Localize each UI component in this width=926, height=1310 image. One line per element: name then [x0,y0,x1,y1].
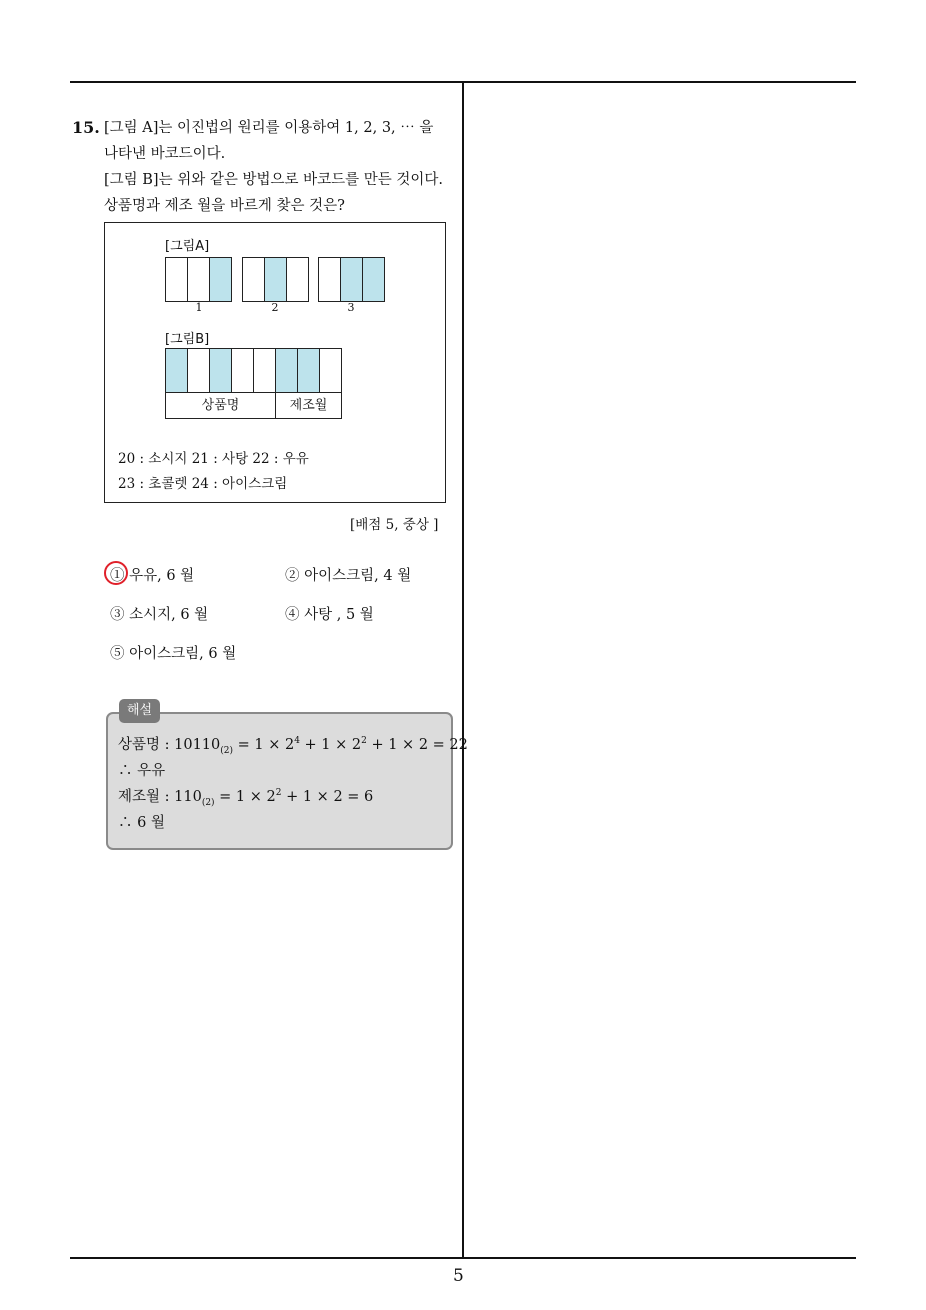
solution-line-4: ∴ 6 월 [118,815,165,831]
solution-expr: = 1 × 2 [233,737,295,753]
question-line-3: [그림 B]는 위와 같은 방법으로 바코드를 만든 것이다. [104,172,443,188]
bar-cell [242,257,265,302]
bar-cell [275,348,298,393]
bar-cell [253,348,276,393]
bar-cell [231,348,254,393]
bar-cell [209,348,232,393]
solution-expr: + 1 × 2 [299,737,362,753]
product-label [165,392,276,419]
score-label: [배점 5, 중상 ] [350,517,439,533]
bar-cell [209,257,232,302]
legend-line-2: 23 : 초콜렛 24 : 아이스크림 [118,476,288,492]
bar-cell [318,257,341,302]
legend-line-1: 20 : 소시지 21 : 사탕 22 : 우유 [118,451,309,467]
solution-product-label: 상품명 : [118,737,170,753]
bar-cell [165,348,188,393]
figure-b-label: [그림B] [165,332,210,347]
choice-3[interactable]: ③ 소시지, 6 월 [110,607,209,623]
solution-expr: + 1 × 2 = 22 [366,737,468,753]
bar-cell [286,257,309,302]
solution-base: (2) [220,745,234,756]
solution-binary: 110 [174,789,202,805]
solution-expr: = 1 × 2 [214,789,276,805]
choice-1[interactable]: ① 우유, 6 월 [110,568,195,584]
bar-cell [187,257,210,302]
solution-binary: 10110 [174,737,221,753]
solution-month-label: 제조월 : [118,789,170,805]
solution-exp: 2 [361,736,367,747]
solution-exp: 2 [275,788,282,799]
question-line-1: [그림 A]는 이진법의 원리를 이용하여 1, 2, 3, ⋯ 을 [104,120,434,136]
solution-expr: + 1 × 2 = 6 [281,789,374,805]
bar-cell [187,348,210,393]
bar-cell [319,348,342,393]
bar-cell [362,257,385,302]
page-number: 5 [453,1266,464,1286]
bar-cell [264,257,287,302]
barcode-a-3-value: 3 [347,301,355,314]
solution-exp: 4 [294,736,300,747]
solution-line-3 [118,785,373,808]
choice-5[interactable]: ⑤ 아이스크림, 6 월 [110,646,237,662]
choice-4[interactable]: ④ 사탕 , 5 월 [285,607,374,623]
choice-2[interactable]: ② 아이스크림, 4 월 [285,568,412,584]
question-line-4: 상품명과 제조 월을 바르게 찾은 것은? [104,198,345,214]
solution-line-1 [118,733,468,756]
product-label-text: 상품명 [201,398,240,413]
bar-cell [165,257,188,302]
figure-a-label: [그림A] [165,239,210,254]
barcode-a-1-value: 1 [195,301,203,314]
question-line-2: 나타낸 바코드이다. [104,146,226,162]
bar-cell [340,257,363,302]
solution-line-2: ∴ 우유 [118,763,166,779]
month-label [275,392,342,419]
barcode-a-2-value: 2 [271,301,279,314]
month-label-text: 제조월 [289,398,328,413]
question-number: 15. [72,118,100,137]
bar-cell [297,348,320,393]
solution-base: (2) [201,797,215,808]
solution-tag: 해설 [119,699,160,723]
column-divider [462,82,464,1258]
